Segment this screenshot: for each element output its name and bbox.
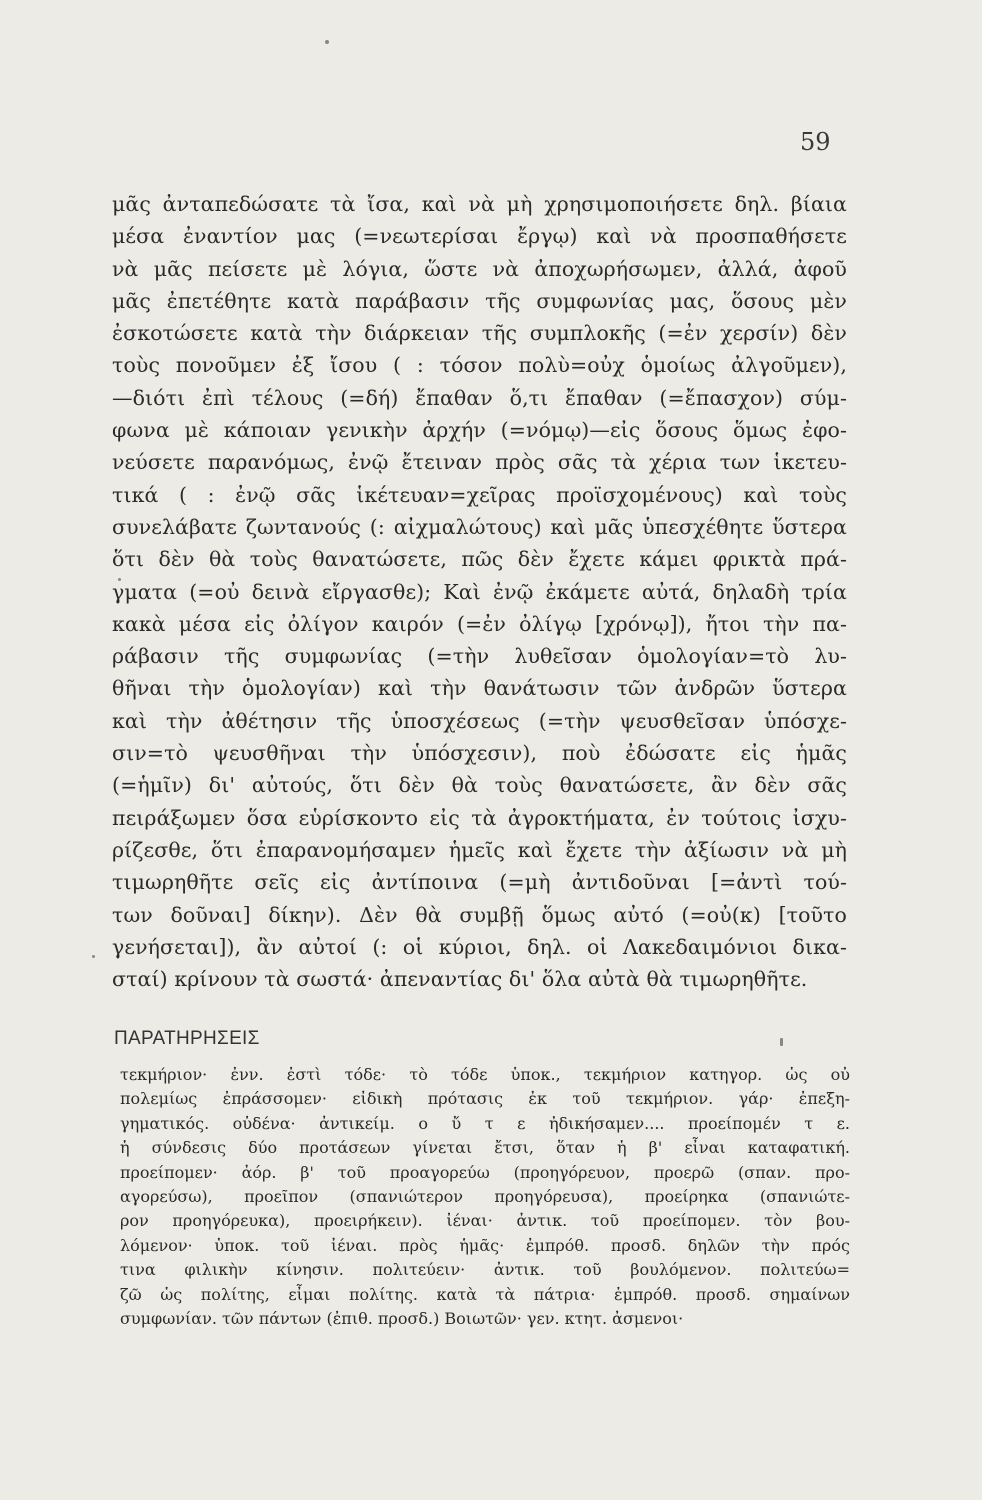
note-line: αγορεύσω), προεῖπον (σπανιώτερον προηγόρευσα), προείρηκα (σπανιώτε- <box>120 1187 850 1207</box>
text-line: τικά ( : ἐνῷ σᾶς ἱκέτευαν=χεῖρας προϊσχομένους) καὶ τοὺς <box>112 482 847 507</box>
text-line: μᾶς ἀνταπεδώσατε τὰ ἴσα, καὶ νὰ μὴ χρησιμοποιήσετε δηλ. βίαια <box>112 192 847 216</box>
note-line: ρον προηγόρευκα), προειρήκειν). ἰέναι· ἀντικ. τοῦ προείπομεν. τὸν βου- <box>120 1211 850 1231</box>
text-line: των δοῦναι] δίκην). Δὲν θὰ συμβῇ ὅμως αὐτό (=οὐ(κ) [τοῦτο <box>112 902 847 927</box>
text-line: μέσα ἐναντίον μας (=νεωτερίσαι ἔργῳ) καὶ νὰ προσπαθήσετε <box>112 224 847 249</box>
print-speck <box>92 955 95 958</box>
note-line: τινα φιλικὴν κίνησιν. πολιτεύειν· ἀντικ. τοῦ βουλόμενον. πολιτεύω= <box>120 1260 850 1280</box>
text-line: (=ἡμῖν) δι' αὐτούς, ὅτι δὲν θὰ τοὺς θανατώσετε, ἂν δὲν σᾶς <box>112 773 847 798</box>
text-line: γενήσεται]), ἂν αὐτοί (: οἱ κύριοι, δηλ. οἱ Λακεδαιμόνιοι δικα- <box>112 934 847 959</box>
note-line: πολεμίως ἐπράσσομεν· εἰδικὴ πρότασις ἐκ τοῦ τεκμήριον. γάρ· ἐπεξη- <box>120 1089 850 1109</box>
print-speck <box>780 1038 783 1046</box>
text-line: ὅτι δὲν θὰ τοὺς θανατώσετε, πῶς δὲν ἔχετε κάμει φρικτὰ πρά- <box>112 547 847 572</box>
text-line: κακὰ μέσα εἰς ὀλίγον καιρόν (=ἐν ὀλίγῳ [χρόνῳ]), ἤτοι τὴν πα- <box>112 611 847 636</box>
text-line: νεύσετε παρανόμως, ἐνῷ ἔτειναν πρὸς σᾶς τὰ χέρια των ἱκετευ- <box>112 450 847 475</box>
text-line: ρίζεσθε, ὅτι ἐπαρανομήσαμεν ἡμεῖς καὶ ἔχετε τὴν ἀξίωσιν νὰ μὴ <box>112 837 847 862</box>
text-line: θῆναι τὴν ὁμολογίαν) καὶ τὴν θανάτωσιν τῶν ἀνδρῶν ὕστερα <box>112 676 847 701</box>
text-line: σιν=τὸ ψευσθῆναι τὴν ὑπόσχεσιν), ποὺ ἐδώσατε εἰς ἡμᾶς <box>112 741 847 766</box>
text-line: καὶ τὴν ἀθέτησιν τῆς ὑποσχέσεως (=τὴν ψευσθεῖσαν ὑπόσχε- <box>112 708 847 733</box>
text-line: μᾶς ἐπετέθητε κατὰ παράβασιν τῆς συμφωνίας μας, ὅσους μὲν <box>112 288 847 313</box>
note-line: τεκμήριον· ἐνν. ἐστὶ τόδε· τὸ τόδε ὑποκ., τεκμήριον κατηγορ. ὡς οὐ <box>120 1065 850 1084</box>
text-line: τιμωρηθῆτε σεῖς εἰς ἀντίποινα (=μὴ ἀντιδοῦναι [=ἀντὶ τού- <box>112 870 847 895</box>
text-line: ἐσκοτώσετε κατὰ τὴν διάρκειαν τῆς συμπλοκῆς (=ἐν χερσίν) δὲν <box>112 321 847 346</box>
text-line: πειράξωμεν ὅσα εὑρίσκοντο εἰς τὰ ἀγροκτήματα, ἐν τούτοις ἰσχυ- <box>112 805 847 830</box>
text-line: τοὺς πονοῦμεν ἐξ ἴσου ( : τόσον πολὺ=οὐχ ὁμοίως ἀλγοῦμεν), <box>112 353 847 378</box>
note-line: ἡ σύνδεσις δύο προτάσεων γίνεται ἔτσι, ὅταν ἡ β' εἶναι καταφατική. <box>120 1138 850 1158</box>
notes-heading: ΠΑΡΑΤΗΡΗΣΕΙΣ <box>114 1028 260 1049</box>
note-line: γηματικός. οὐδένα· ἀντικείμ. ο ὔ τ ε ἠδικήσαμεν.... προείπομέν τ ε. <box>120 1113 850 1133</box>
text-line: —διότι ἐπὶ τέλους (=δή) ἔπαθαν ὅ,τι ἔπαθαν (=ἔπασχον) σύμ- <box>112 385 847 410</box>
text-line: σταί) κρίνουν τὰ σωστά· ἀπεναντίας δι' ὅλα αὐτὰ θὰ τιμωρηθῆτε. <box>112 967 808 992</box>
main-text-block <box>112 188 847 995</box>
text-line: ράβασιν τῆς συμφωνίας (=τὴν λυθεῖσαν ὁμολογίαν=τὸ λυ- <box>112 644 847 669</box>
page-number: 59 <box>800 128 831 156</box>
note-line: ζῶ ὡς πολίτης, εἶμαι πολίτης. κατὰ τὰ πάτρια· ἐμπρόθ. προσδ. σημαίνων <box>120 1284 850 1304</box>
note-line: συμφωνίαν. τῶν πάντων (ἐπιθ. προσδ.) Βοιωτῶν· γεν. κτητ. ἀσμενοι· <box>120 1309 684 1329</box>
note-line: προείπομεν· ἀόρ. β' τοῦ προαγορεύω (προηγόρευον, προερῶ (σπαν. προ- <box>120 1162 850 1182</box>
text-line: νὰ μᾶς πείσετε μὲ λόγια, ὥστε νὰ ἀποχωρήσωμεν, ἀλλά, ἀφοῦ <box>112 256 847 281</box>
print-speck <box>325 40 329 44</box>
notes-block <box>120 1063 850 1331</box>
text-line: φωνα μὲ κάποιαν γενικὴν ἀρχήν (=νόμῳ)—εἰς ὅσους ὅμως ἐφο- <box>112 418 847 443</box>
note-line: λόμενον· ὑποκ. τοῦ ἰέναι. πρὸς ἡμᾶς· ἐμπρόθ. προσδ. δηλῶν τὴν πρός <box>120 1235 850 1255</box>
text-line: γματα (=οὐ δεινὰ εἴργασθε); Καὶ ἐνῷ ἐκάμετε αὐτά, δηλαδὴ τρία <box>112 579 847 604</box>
text-line: συνελάβατε ζωντανούς (: αἰχμαλώτους) καὶ μᾶς ὑπεσχέθητε ὕστερα <box>112 514 847 539</box>
